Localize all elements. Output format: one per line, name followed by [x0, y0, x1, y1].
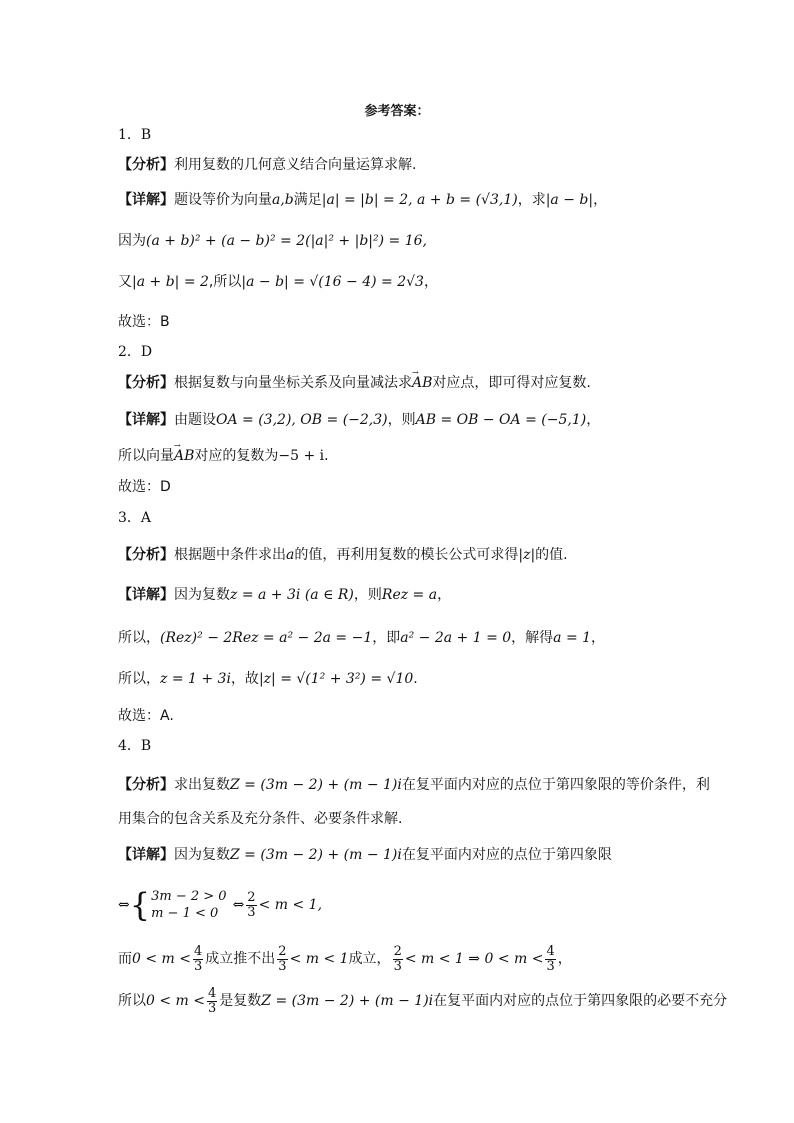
math-expression: Z = (3m − 2) + (m − 1)i: [261, 993, 434, 1009]
detail-text: 所以，: [118, 671, 160, 687]
fraction: [393, 945, 403, 974]
detail-line: [118, 273, 438, 291]
math-expression: z = 1 + 3i: [160, 671, 231, 687]
fraction-numerator: 2: [247, 889, 256, 905]
math-expression: (a + b)² + (a − b)² = 2(|a|² + |b|²) = 16,: [146, 233, 427, 249]
analysis-line: [118, 374, 591, 392]
detail-text: 是复数: [219, 993, 262, 1009]
detail-line: [118, 846, 612, 864]
math-expression: (Rez)² − 2Rez = a² − 2a = −1: [160, 630, 373, 646]
math-expression: a,b: [272, 192, 294, 208]
equation-row: 3m − 2 > 0: [151, 889, 227, 904]
detail-text: 因为复数: [174, 847, 230, 863]
math-expression: → AB: [174, 447, 194, 465]
detail-tag: 【详解】: [118, 587, 174, 603]
math-expression: OA = (3,2), OB = (−2,3): [216, 412, 388, 428]
detail-text: ，则: [353, 587, 382, 603]
detail-text: ,所以: [208, 274, 242, 290]
equation-row: m − 1 < 0: [151, 906, 219, 921]
math-expression: |a + b| = 2: [132, 274, 209, 290]
detail-text: ，: [593, 192, 608, 208]
detail-line: [118, 629, 605, 647]
equation-rows: [151, 888, 226, 922]
detail-text: ，解得: [511, 630, 554, 646]
detail-text: 满足: [293, 192, 322, 208]
fraction-numerator: 4: [546, 943, 555, 959]
analysis-line: [118, 156, 416, 174]
detail-line: [118, 191, 607, 209]
math-expression: a = 1: [553, 630, 592, 646]
analysis-line: [118, 776, 710, 794]
fraction-denominator: 3: [194, 958, 203, 974]
fraction: [193, 945, 203, 974]
detail-text: .: [324, 448, 329, 464]
analysis-text: 求出复数: [174, 777, 230, 793]
detail-text: 对应的复数为: [194, 448, 279, 464]
fraction-numerator: 4: [194, 943, 203, 959]
analysis-line: 用集合的包含关系及充分条件、必要条件求解.: [118, 811, 403, 827]
analysis-text: 在复平面内对应的点位于第四象限的等价条件，利: [401, 777, 710, 793]
fraction-denominator: 3: [278, 958, 287, 974]
math-expression: |z|: [518, 547, 536, 563]
math-expression: Z = (3m − 2) + (m − 1)i: [230, 847, 402, 863]
fraction-denominator: 3: [393, 958, 402, 974]
detail-text: 因为复数: [174, 587, 230, 603]
math-expression: ⇔: [118, 897, 130, 913]
fraction-denominator: 3: [247, 904, 256, 920]
analysis-tag: 【分析】: [118, 157, 174, 173]
page-title: 参考答案：: [364, 104, 430, 119]
math-expression: −5 + i: [278, 448, 325, 464]
detail-tag: 【详解】: [118, 847, 174, 863]
fraction-numerator: 2: [278, 943, 287, 959]
math-expression: a² − 2a + 1 = 0: [400, 630, 512, 646]
math-expression: < m < 1,: [258, 897, 323, 913]
detail-text: ，: [437, 587, 452, 603]
detail-text: 由题设: [174, 412, 216, 428]
detail-text: 成立推不出: [205, 951, 276, 967]
detail-text: 因为: [118, 233, 146, 249]
detail-text: 所以: [118, 993, 146, 1009]
fraction-denominator: 3: [208, 1000, 217, 1016]
math-expression: z = a + 3i (a ∈ R): [230, 587, 354, 603]
fraction-denominator: 3: [546, 958, 555, 974]
detail-text: ，则: [387, 412, 416, 428]
math-expression: Z = (3m − 2) + (m − 1)i: [230, 777, 402, 793]
math-expression: 0 < m <: [132, 951, 191, 967]
math-expression: |a| = |b| = 2, a + b = (√3,1): [321, 192, 518, 208]
math-expression: < m < 1 ⇒ 0 < m <: [404, 951, 544, 967]
fraction: [545, 945, 555, 974]
analysis-text: 的值.: [535, 547, 568, 563]
fraction: [207, 987, 217, 1016]
conclusion: 故选：B: [118, 314, 170, 330]
answer-number: 2．D: [118, 344, 153, 360]
detail-line: [118, 942, 572, 976]
answer-number: 4．B: [118, 738, 152, 754]
detail-tag: 【详解】: [118, 192, 174, 208]
fraction: [277, 945, 287, 974]
analysis-tag: 【分析】: [118, 547, 174, 563]
detail-line: [118, 670, 418, 688]
conclusion: 故选：A.: [118, 708, 174, 724]
analysis-text: 根据复数与向量坐标关系及向量减法求: [174, 375, 412, 391]
answer-number: 1．B: [118, 127, 152, 143]
fraction-numerator: 4: [208, 985, 217, 1001]
answer-number: 3．A: [118, 510, 152, 526]
detail-line: [118, 232, 427, 250]
math-expression: ⇔: [232, 897, 245, 913]
detail-text: 所以，: [118, 630, 160, 646]
detail-line: [118, 447, 329, 465]
analysis-text: 对应点，即可得对应复数.: [432, 375, 591, 391]
detail-line: [118, 411, 600, 429]
conclusion: 故选：D: [118, 479, 171, 495]
detail-tag: 【详解】: [118, 412, 174, 428]
detail-line: [118, 984, 727, 1018]
analysis-tag: 【分析】: [118, 777, 174, 793]
fraction-numerator: 2: [393, 943, 402, 959]
math-expression: |z| = √(1² + 3²) = √10: [258, 671, 414, 687]
analysis-tag: 【分析】: [118, 375, 174, 391]
detail-text: 在复平面内对应的点位于第四象限: [401, 847, 612, 863]
math-expression: |a − b| = √(16 − 4) = 2√3: [241, 274, 424, 290]
math-expression: a: [286, 547, 295, 563]
equation-system: [118, 885, 322, 925]
math-expression: |a − b|: [545, 192, 594, 208]
detail-text: ，求: [517, 192, 546, 208]
detail-text: 成立，: [348, 951, 391, 967]
detail-text: 而: [118, 951, 132, 967]
math-expression: AB = OB − OA = (−5,1): [415, 412, 587, 428]
fraction: [246, 891, 256, 920]
math-expression: → AB: [412, 374, 432, 392]
detail-line: [118, 586, 451, 604]
detail-text: ，: [557, 951, 572, 967]
detail-text: .: [413, 671, 418, 687]
math-expression: Rez = a: [381, 587, 438, 603]
analysis-text: 利用复数的几何意义结合向量运算求解.: [174, 157, 417, 173]
detail-text: 所以向量: [118, 448, 174, 464]
detail-text: ，即: [372, 630, 401, 646]
detail-text: ，: [591, 630, 606, 646]
analysis-line: [118, 546, 568, 564]
detail-text: 在复平面内对应的点位于第四象限的必要不充分: [433, 993, 728, 1009]
brace-icon: {: [129, 886, 151, 924]
math-expression: < m < 1: [289, 951, 349, 967]
analysis-text: 的值，再利用复数的模长公式可求得: [294, 547, 519, 563]
math-expression: 0 < m <: [146, 993, 205, 1009]
detail-text: ，: [423, 274, 438, 290]
detail-text: ，故: [230, 671, 259, 687]
detail-text: ，: [586, 412, 601, 428]
analysis-text: 根据题中条件求出: [174, 547, 286, 563]
detail-text: 题设等价为向量: [174, 192, 272, 208]
detail-text: 又: [118, 274, 132, 290]
